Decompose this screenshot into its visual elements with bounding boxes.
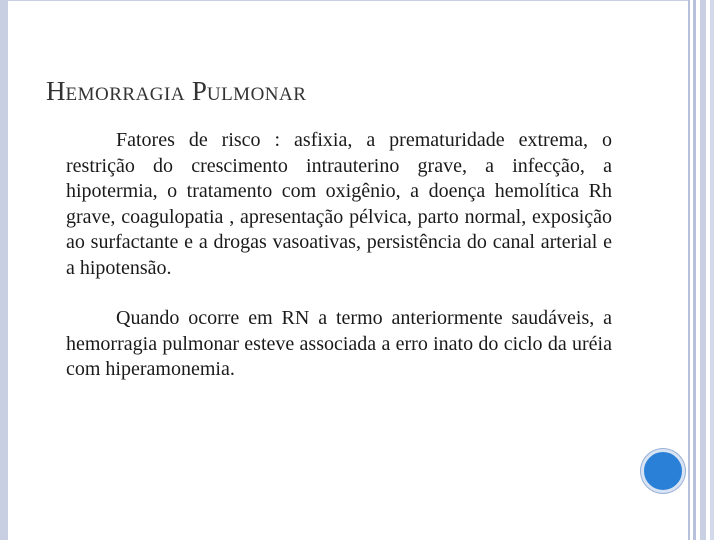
title-word: ULMONAR [206,84,307,105]
body-paragraph: Fatores de risco : asfixia, a prematuridade extrema, o restrição do crescimento intrauterino grave, a infecção, a hipotermia, o tratamento com oxigênio, a doença hemolítica Rh grave, coagulopatia , apresentação pélvica, parto normal, exposição ao surfactante e a drogas vasoativas, persistência do canal arterial e a hipotensão. [66,129,612,279]
slide-title [46,76,306,107]
title-word: EMORRAGIA [65,84,186,105]
title-initial: P [191,76,207,106]
top-frame-rule [8,0,688,1]
right-decorative-stripe [688,0,690,540]
body-paragraph: Quando ocorre em RN a termo anteriormente saudáveis, a hemorragia pulmonar esteve associada a erro inato do ciclo da uréia com hiperamonemia. [66,307,612,380]
left-frame-bar [0,0,8,540]
circle-button-icon[interactable] [641,449,685,493]
right-decorative-stripe [710,0,714,540]
title-initial: H [46,76,66,106]
right-decorative-stripe [700,0,706,540]
slide-body [66,128,612,383]
right-decorative-stripe [693,0,696,540]
